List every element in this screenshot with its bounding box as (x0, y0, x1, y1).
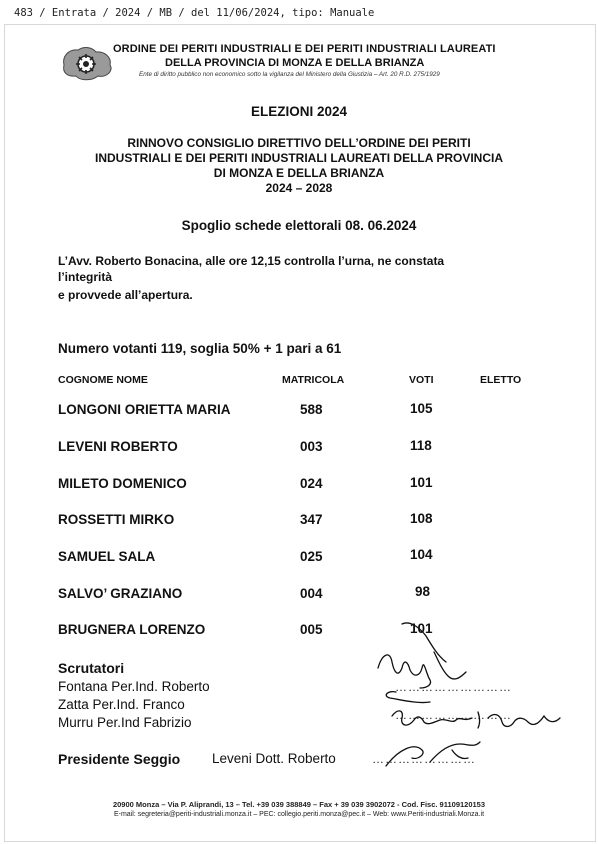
signature-line: …………………… (372, 752, 476, 766)
header-legal-note: Ente di diritto pubblico non economico sotto la vigilanza del Ministero della Giustizia – Art. 20 R.D. 275/1929 (139, 71, 440, 78)
column-header-voti: VOTI (409, 374, 434, 386)
candidate-matricola: 003 (300, 439, 323, 454)
candidate-matricola: 024 (300, 476, 323, 491)
candidate-matricola: 005 (300, 622, 323, 637)
candidate-votes: 101 (410, 621, 433, 636)
column-header-name: COGNOME NOME (58, 374, 148, 386)
candidate-matricola: 347 (300, 512, 323, 527)
candidate-votes: 98 (415, 584, 431, 599)
candidate-name: SAMUEL SALA (58, 549, 156, 564)
candidate-name: ROSSETTI MIRKO (58, 512, 175, 527)
presidente-label: Presidente Seggio (58, 751, 181, 767)
order-logo-icon (58, 43, 118, 83)
paragraph-line-3: e provvede all’apertura. (58, 288, 193, 302)
column-header-matricola: MATRICOLA (282, 374, 345, 386)
paragraph-line-2: l’integrità (58, 270, 113, 284)
candidate-name: MILETO DOMENICO (58, 476, 187, 491)
protocol-stamp: 483 / Entrata / 2024 / MB / del 11/06/2024, tipo: Manuale (14, 7, 375, 19)
header-province: DELLA PROVINCIA DI MONZA E DELLA BRIANZA (165, 57, 425, 69)
candidate-name: BRUGNERA LORENZO (58, 622, 206, 637)
handwritten-signatures-icon (368, 618, 568, 778)
candidate-matricola: 004 (300, 586, 323, 601)
spoglio-heading: Spoglio schede elettorali 08. 06.2024 (181, 218, 417, 233)
header-order-name: ORDINE DEI PERITI INDUSTRIALI E DEI PERITI INDUSTRIALI LAUREATI (113, 43, 496, 55)
column-header-eletto: ELETTO (480, 374, 522, 386)
title-line-4: 2024 – 2028 (265, 181, 333, 195)
footer-contacts: E-mail: segreteria@periti-industriali.monza.it – PEC: collegio.periti.monza@pec.it – Web: www.Periti-industriali.Monza.it (113, 811, 485, 818)
signature-line: ……………………… (395, 680, 512, 694)
candidate-votes: 108 (410, 511, 433, 526)
candidate-votes: 105 (410, 401, 433, 416)
footer-address: 20900 Monza – Via P. Aliprandi, 13 – Tel. +39 039 388849 – Fax + 39 039 3902072 - Cod. Fisc. 91109120153 (112, 800, 486, 809)
candidate-votes: 118 (410, 438, 432, 453)
title-line-2: INDUSTRIALI E DEI PERITI INDUSTRIALI LAUREATI DELLA PROVINCIA (94, 151, 503, 165)
presidente-name: Leveni Dott. Roberto (212, 751, 336, 766)
title-line-1: RINNOVO CONSIGLIO DIRETTIVO DELL’ORDINE DEI PERITI (127, 136, 471, 150)
title-line-3: DI MONZA E DELLA BRIANZA (213, 166, 385, 180)
scrutatori-title: Scrutatori (58, 660, 125, 676)
candidate-name: LEVENI ROBERTO (58, 439, 178, 454)
voters-summary: Numero votanti 119, soglia 50% + 1 pari a 61 (58, 341, 342, 356)
candidate-name: LONGONI ORIETTA MARIA (58, 402, 231, 417)
scrutatore-member: Zatta Per.Ind. Franco (58, 697, 185, 712)
candidate-matricola: 588 (300, 402, 323, 417)
scrutatore-member: Fontana Per.Ind. Roberto (58, 679, 210, 694)
candidate-name: SALVO’ GRAZIANO (58, 586, 183, 601)
candidate-votes: 104 (410, 547, 433, 562)
signature-line: ……………………… (395, 708, 512, 722)
elections-heading: ELEZIONI 2024 (250, 104, 348, 119)
candidate-matricola: 025 (300, 549, 323, 564)
paragraph-line-1: L’Avv. Roberto Bonacina, alle ore 12,15 controlla l’urna, ne constata (58, 254, 445, 268)
scrutatore-member: Murru Per.Ind Fabrizio (58, 715, 192, 730)
candidate-votes: 101 (410, 475, 433, 490)
